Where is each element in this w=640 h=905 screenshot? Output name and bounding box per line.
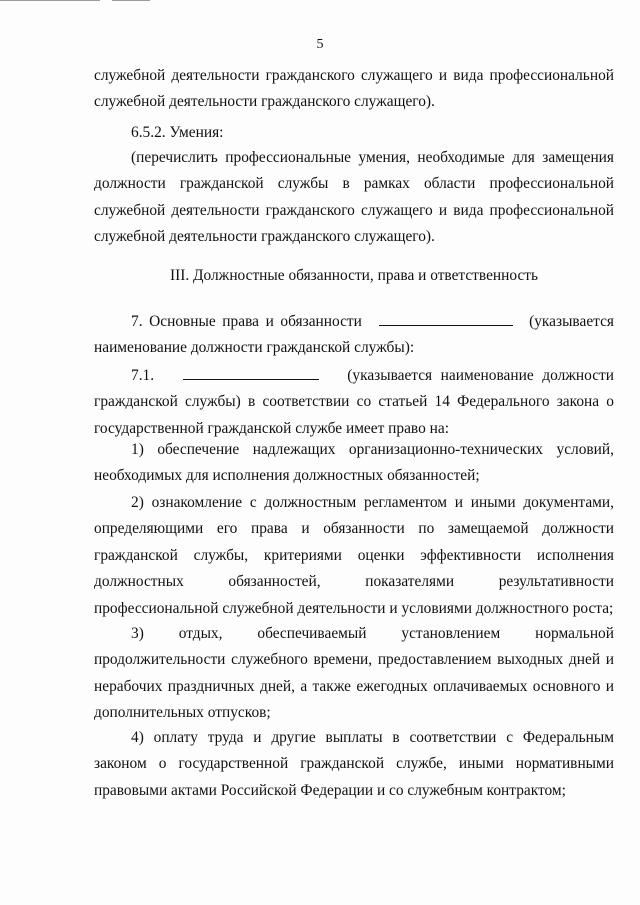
list-item-2: 2) ознакомление с должностным регламентом и иными документами, определяющими его права и обязанности по замещаемой должности гражданской службы, критериями оценки эффективности исполнения должностных обязанностей, показателями результативности профессиональной служебной деятельности и условиями должностного роста; (94, 494, 614, 617)
list-item-3: 3) отдых, обеспечиваемый установлением нормальной продолжительности служебного времени, предоставлением выходных дней и нерабочих праздничных дней, а также ежегодных оплачиваемых основного и дополнительных отпусков; (94, 625, 614, 722)
rights-duties-text: 7. Основные права и обязанности (131, 313, 362, 330)
page-number: 5 (316, 37, 324, 52)
paragraph-skills-description: (перечислить профессиональные умения, необходимые для замещения должности гражданской службы в рамках области профессиональной служебной деятельности гражданского служащего и вида профессиональной служебной деятельности гражданского служащего). (94, 149, 614, 246)
paragraph-7-1-number: 7.1. (131, 367, 155, 384)
paragraph-rights-duties (94, 309, 614, 362)
section-skills-heading: 6.5.2. Умения: (131, 124, 224, 141)
list-item-4: 4) оплату труда и другие выплаты в соответствии с Федеральным законом о государственной гражданской службе, иными нормативными правовыми актами Российской Федерации и со служебным контрактом; (94, 729, 614, 799)
list-item-1: 1) обеспечение надлежащих организационно-технических условий, необходимых для исполнения должностных обязанностей; (94, 441, 614, 485)
rights-duties-text-cont: (указывается наименование должности гражданской службы): (94, 313, 614, 357)
paragraph-7-1-text: (указывается наименование должности гражданской службы) в соответствии со статьей 14 Федерального закона о государственной гражданской службе имеет право на: (94, 367, 614, 437)
scan-edge-line (112, 0, 150, 1)
paragraph-continuation: служебной деятельности гражданского служащего и вида профессиональной служебной деятельности гражданского служащего). (94, 67, 614, 111)
paragraph-7-1 (94, 363, 614, 442)
section-heading: III. Должностные обязанности, права и ответственность (169, 267, 539, 284)
blank-position-line (379, 311, 513, 326)
scan-edge-line (0, 0, 100, 1)
blank-position-line (183, 365, 319, 380)
